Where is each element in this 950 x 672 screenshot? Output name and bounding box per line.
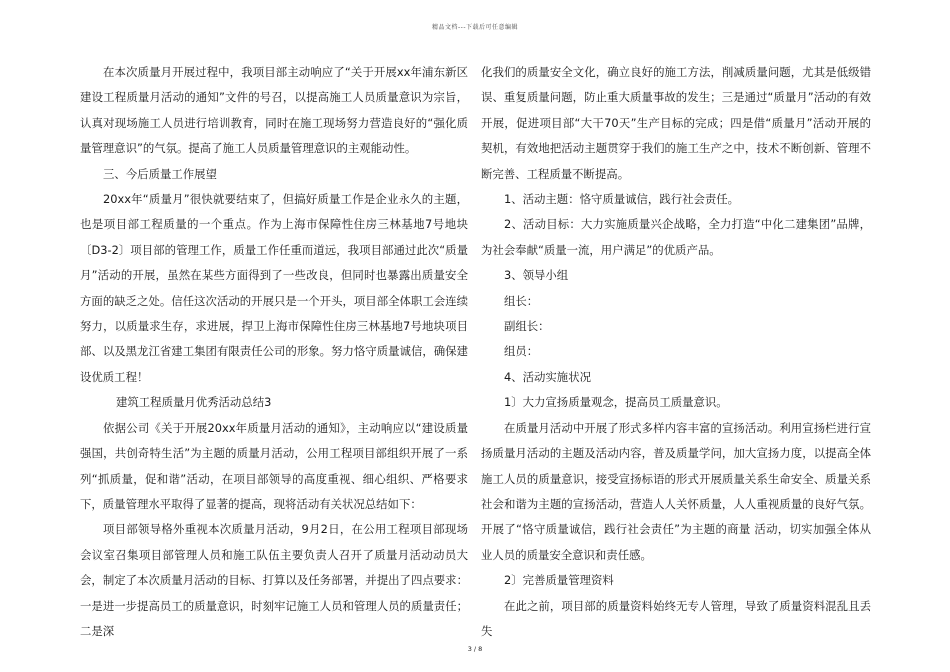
list-item: 2〕完善质量管理资料 bbox=[504, 573, 614, 588]
section-heading: 三、今后质量工作展望 bbox=[103, 166, 217, 181]
list-item: 2、活动目标：大力实施质量兴企战略，全力打造“中化二建集团”品牌，为社会奉献“质量一流，用户满足”的优质产品。 bbox=[481, 217, 871, 257]
paragraph: 化我们的质量安全文化，确立良好的施工方法，削减质量问题，尤其是低级错误、重复质量问题，防止重大质量事故的发生；三是通过“质量月”活动的有效开展，促进项目部“大干70天”生产目标的完成；四是借“质量月”活动开展的契机，有效地把活动主题贯穿于我们的施工生产之中，技术不断创新、管理不断完善、工程质量不断提高。 bbox=[481, 65, 871, 181]
article-title: 建筑工程质量月优秀活动总结3 bbox=[116, 395, 272, 410]
paragraph: 依据公司《关于开展20xx年质量月活动的通知》，主动响应以“建设质量强国，共创奇特生活”为主题的质量月活动，公用工程项目部组织开展了一系列“抓质量，促和谐”活动，在项目部领导的高度重视、细心组织、严格要求下，质量管理水平取得了显著的提高，现将活动有关状况总结如下： bbox=[80, 420, 468, 511]
list-item: 4、活动实施状况 bbox=[504, 369, 591, 384]
list-item: 组员： bbox=[504, 344, 539, 359]
list-item: 副组长： bbox=[504, 319, 550, 334]
list-item: 1、活动主题：恪守质量诚信，践行社会责任。 bbox=[504, 192, 740, 207]
list-item: 组长： bbox=[504, 293, 539, 308]
paragraph: 20xx年“质量月”很快就要结束了，但搞好质量工作是企业永久的主题，也是项目部工程质量的一个重点。作为上海市保障性住房三林基地7号地块〔D3-2〕项目部的管理工作，质量工作任重而道远，我项目部通过此次“质量月”活动的开展，虽然在某些方面得到了一些改良，但同时也暴露出质量安全方面的缺乏之处。信任这次活动的开展只是一个开头，项目部全体职工会连续努力，以质量求生存，求进展，捍卫上海市保障性住房三林基地7号地块项目部、以及黑龙江省建工集团有限责任公司的形象。努力恪守质量诚信，确保建设优质工程！ bbox=[80, 192, 468, 384]
paragraph: 在此之前，项目部的质量资料始终无专人管理，导致了质量资料混乱且丢失 bbox=[481, 598, 871, 638]
right-column bbox=[481, 60, 871, 644]
page-header: 精品文档---下载后可任意编辑 bbox=[432, 24, 518, 31]
paragraph: 项目部领导格外重视本次质量月活动，9月2日，在公用工程项目部现场会议室召集项目部管理人员和施工队伍主要负责人召开了质量月活动动员大会，制定了本次质量月活动的目标、打算以及任务部署，并提出了四点要求：一是进一步提高员工的质量意识，时刻牢记施工人员和管理人员的质量责任；二是深 bbox=[80, 522, 468, 638]
paragraph: 在本次质量月开展过程中，我项目部主动响应了“关于开展xx年浦东新区建设工程质量月活动的通知”文件的号召，以提高施工人员质量意识为宗旨，认真对现场施工人员进行培训教育，同时在施工现场努力营造良好的“强化质量管理意识”的气氛。提高了施工人员质量管理意识的主观能动性。 bbox=[80, 65, 468, 156]
paragraph: 在质量月活动中开展了形式多样内容丰富的宣扬活动。利用宣扬栏进行宣扬质量月活动的主题及活动内容，普及质量学问，加大宣扬力度，以提高全体施工人员的质量意识，接受宣扬标语的形式开展质量关系生命安全、质量关系社会和谐为主题的宣扬活动，营造人人关怀质量，人人重视质量的良好气氛。开展了“恪守质量诚信，践行社会责任”为主题的商量 活动，切实加强全体从业人员的质量安全意识和责任感。 bbox=[481, 420, 871, 562]
list-item: 1〕大力宣扬质量观念，提高员工质量意识。 bbox=[504, 395, 728, 410]
left-column bbox=[80, 60, 468, 644]
list-item: 3、领导小组 bbox=[504, 268, 569, 283]
page-number: 3 / 8 bbox=[467, 645, 483, 653]
